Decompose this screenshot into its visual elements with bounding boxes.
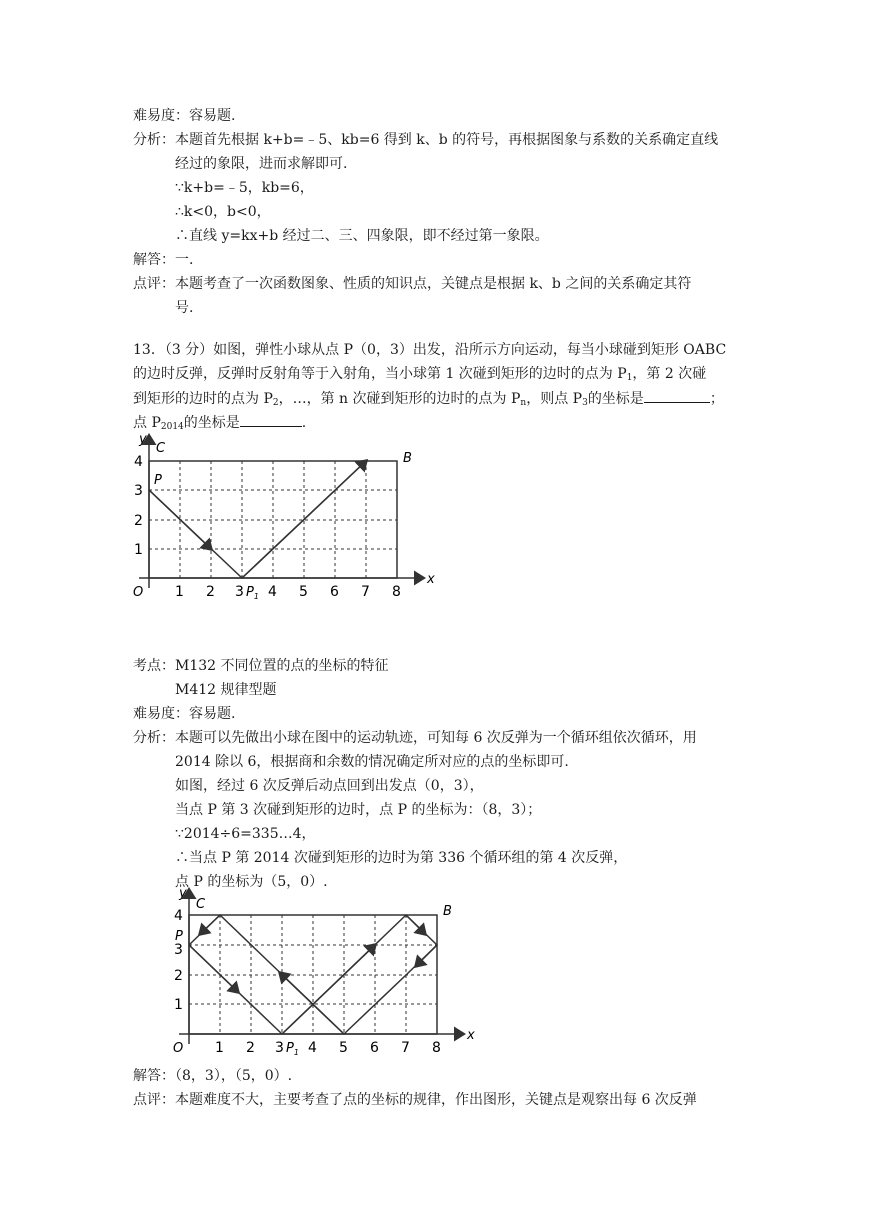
text: . bbox=[301, 415, 307, 431]
text: 点 P bbox=[133, 415, 161, 431]
x-label: x bbox=[427, 572, 435, 587]
answer-blank[interactable] bbox=[240, 412, 302, 427]
figure-2-bounce-cycle bbox=[165, 882, 475, 1062]
text: ，…，第 n 次碰到矩形的边时的点为 P bbox=[278, 391, 521, 407]
topic-line: 考点：M132 不同位置的点的坐标的特征 bbox=[133, 658, 389, 674]
label-p: P bbox=[154, 473, 162, 488]
y-tick: 1 bbox=[174, 997, 183, 1013]
label-p1 bbox=[246, 585, 259, 601]
label-p1 bbox=[286, 1041, 299, 1057]
subscript: 1 bbox=[253, 592, 259, 601]
question-13-line bbox=[133, 388, 724, 413]
x-tick: 5 bbox=[299, 584, 308, 600]
subscript: 1 bbox=[293, 1048, 299, 1057]
grid bbox=[189, 915, 437, 1034]
y-tick: 3 bbox=[134, 483, 143, 499]
x-tick: 7 bbox=[361, 584, 370, 600]
label-o: O bbox=[173, 1041, 184, 1056]
label-c: C bbox=[196, 897, 206, 912]
x-tick: 8 bbox=[432, 1040, 441, 1056]
analysis-line: ∵2014÷6=335…4， bbox=[175, 826, 316, 842]
y-tick: 3 bbox=[174, 942, 183, 958]
analysis-line: 分析：本题可以先做出小球在图中的运动轨迹，可知每 6 次反弹为一个循环组依次循环，用 bbox=[133, 730, 697, 746]
difficulty-line: 难易度：容易题. bbox=[133, 108, 236, 124]
answer-line: 解答：一. bbox=[133, 252, 194, 268]
answer-blank[interactable] bbox=[644, 388, 710, 403]
x-tick: 6 bbox=[330, 584, 339, 600]
text: P bbox=[246, 585, 254, 600]
direction-arrow bbox=[406, 915, 425, 934]
label-o: O bbox=[133, 585, 144, 600]
text: ； bbox=[709, 391, 724, 407]
subscript: 2 bbox=[272, 398, 279, 408]
question-13-line bbox=[133, 364, 706, 388]
text: 的坐标是 bbox=[183, 415, 240, 431]
x-ticks bbox=[175, 584, 401, 600]
x-tick: 6 bbox=[370, 1040, 379, 1056]
analysis-line: ∵k+b=﹣5，kb=6， bbox=[175, 180, 314, 196]
y-ticks bbox=[134, 454, 143, 558]
grid bbox=[149, 461, 397, 578]
review-line: 号. bbox=[175, 300, 194, 316]
analysis-line: 分析：本题首先根据 k+b=﹣5、kb=6 得到 k、b 的符号，再根据图象与系数的关系确定直线 bbox=[133, 132, 719, 148]
answer-line: 解答：（8，3），（5，0）. bbox=[133, 1068, 293, 1084]
text: P bbox=[286, 1041, 294, 1056]
x-tick: 2 bbox=[206, 584, 215, 600]
label-c: C bbox=[156, 441, 166, 456]
x-tick: 1 bbox=[215, 1040, 224, 1056]
figure-1-bounce-diagram bbox=[125, 428, 435, 608]
y-tick: 4 bbox=[174, 908, 183, 924]
y-tick: 2 bbox=[134, 513, 143, 529]
y-tick: 4 bbox=[134, 454, 143, 470]
label-b: B bbox=[403, 451, 412, 466]
text: 到矩形的边时的点为 P bbox=[133, 391, 273, 407]
x-label: x bbox=[467, 1028, 475, 1043]
direction-arrow bbox=[189, 945, 238, 992]
subscript: 2014 bbox=[160, 422, 184, 432]
x-ticks bbox=[215, 1040, 441, 1056]
x-tick: 8 bbox=[392, 584, 401, 600]
question-13-line: 13．（3 分）如图，弹性小球从点 P（0，3）出发，沿所示方向运动，每当小球碰到矩形 OABC bbox=[133, 342, 727, 358]
y-tick: 2 bbox=[174, 968, 183, 984]
subscript: 3 bbox=[582, 398, 588, 408]
topic-line: M412 规律型题 bbox=[175, 682, 277, 698]
direction-arrow bbox=[200, 915, 220, 934]
y-ticks bbox=[174, 908, 183, 1013]
y-label: y bbox=[179, 886, 187, 901]
review-line: 点评：本题难度不大，主要考查了点的坐标的规律，作出图形，关键点是观察出每 6 次反弹 bbox=[133, 1092, 697, 1108]
analysis-line: 点 P 的坐标为（5，0）. bbox=[175, 874, 328, 890]
x-tick: 3 bbox=[275, 1040, 284, 1056]
y-tick: 1 bbox=[134, 542, 143, 558]
review-line: 点评：本题考查了一次函数图象、性质的知识点，关键点是根据 k、b 之间的关系确定其符 bbox=[133, 276, 692, 292]
x-tick: 2 bbox=[246, 1040, 255, 1056]
analysis-line: ∴k<0，b<0， bbox=[175, 204, 271, 220]
text: 的边时反弹，反弹时反射角等于入射角，当小球第 1 次碰到矩形的边时的点为 P bbox=[133, 366, 627, 382]
subscript: n bbox=[520, 398, 527, 408]
direction-arrow bbox=[416, 945, 437, 966]
text: ，则点 P bbox=[526, 391, 583, 407]
x-tick: 5 bbox=[339, 1040, 348, 1056]
label-p: P bbox=[175, 929, 183, 944]
label-b: B bbox=[443, 904, 452, 919]
analysis-line: ∴直线 y=kx+b 经过二、三、四象限，即不经过第一象限。 bbox=[175, 228, 549, 244]
analysis-line: 2014 除以 6，根据商和余数的情况确定所对应的点的坐标即可. bbox=[175, 754, 569, 770]
text: ，第 2 次碰 bbox=[632, 366, 707, 382]
subscript: 1 bbox=[626, 373, 633, 383]
x-tick: 4 bbox=[308, 1040, 317, 1056]
x-tick: 1 bbox=[175, 584, 184, 600]
analysis-line: 如图，经过 6 次反弹后动点回到出发点（0，3）， bbox=[175, 778, 484, 794]
analysis-line: ∴当点 P 第 2014 次碰到矩形的边时为第 336 个循环组的第 4 次反弹， bbox=[175, 850, 628, 866]
x-tick: 4 bbox=[268, 584, 277, 600]
x-tick: 3 bbox=[235, 584, 244, 600]
direction-arrow bbox=[282, 945, 375, 1034]
analysis-line: 经过的象限，进而求解即可. bbox=[175, 156, 348, 172]
difficulty-line: 难易度：容易题. bbox=[133, 706, 236, 722]
text: 的坐标是 bbox=[587, 391, 644, 407]
y-label: y bbox=[139, 432, 147, 447]
analysis-line: 当点 P 第 3 次碰到矩形的边时，点 P 的坐标为：（8，3）； bbox=[175, 802, 542, 818]
x-tick: 7 bbox=[401, 1040, 410, 1056]
